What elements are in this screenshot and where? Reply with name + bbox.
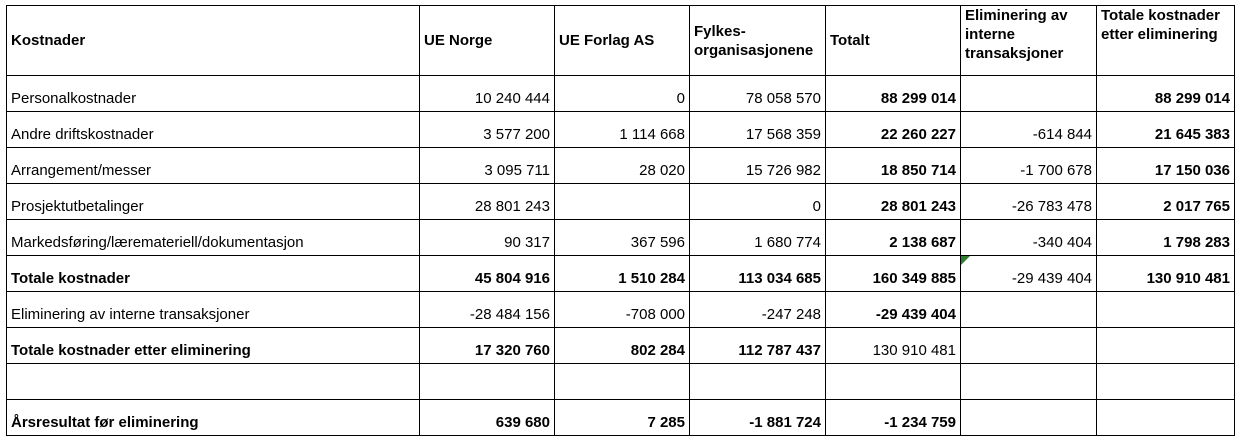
cell-eliminering: -26 783 478	[961, 184, 1097, 220]
cell-total-etter: 17 150 036	[1097, 148, 1235, 184]
cell-fylkes: 1 680 774	[690, 220, 826, 256]
cell-ue-norge	[420, 364, 555, 400]
cell-totalt	[826, 364, 961, 400]
cell-ue-norge: -28 484 156	[420, 292, 555, 328]
cell-ue-forlag: 28 020	[555, 148, 690, 184]
cost-table	[6, 5, 1235, 436]
table-row	[7, 184, 1235, 220]
cell-total-etter: 88 299 014	[1097, 76, 1235, 112]
row-label: Markedsføring/læremateriell/dokumentasjon	[7, 220, 420, 256]
row-label: Eliminering av interne transaksjoner	[7, 292, 420, 328]
cell-totalt: 22 260 227	[826, 112, 961, 148]
cell-fylkes: 78 058 570	[690, 76, 826, 112]
table-row	[7, 112, 1235, 148]
cell-fylkes: 112 787 437	[690, 328, 826, 364]
table-row	[7, 148, 1235, 184]
cell-eliminering	[961, 364, 1097, 400]
cell-ue-forlag	[555, 184, 690, 220]
cell-ue-norge: 90 317	[420, 220, 555, 256]
header-ue-norge: UE Norge	[420, 6, 555, 76]
table-row-result	[7, 400, 1235, 436]
cell-ue-forlag: 802 284	[555, 328, 690, 364]
cell-fylkes: -247 248	[690, 292, 826, 328]
table-row	[7, 76, 1235, 112]
cell-fylkes: -1 881 724	[690, 400, 826, 436]
cell-eliminering	[961, 76, 1097, 112]
row-label: Totale kostnader etter eliminering	[7, 328, 420, 364]
table-row-total	[7, 256, 1235, 292]
row-label: Andre driftskostnader	[7, 112, 420, 148]
cell-totalt: 88 299 014	[826, 76, 961, 112]
cell-total-etter: 21 645 383	[1097, 112, 1235, 148]
cell-ue-norge: 17 320 760	[420, 328, 555, 364]
cell-fylkes: 17 568 359	[690, 112, 826, 148]
cell-ue-forlag: 1 510 284	[555, 256, 690, 292]
cell-ue-norge: 639 680	[420, 400, 555, 436]
header-fylkes: Fylkes-organisasjonene	[690, 6, 826, 76]
cell-ue-norge: 3 577 200	[420, 112, 555, 148]
header-eliminering: Eliminering av interne transaksjoner	[961, 6, 1097, 76]
cell-ue-forlag: -708 000	[555, 292, 690, 328]
header-kostnader: Kostnader	[7, 6, 420, 76]
cell-total-etter	[1097, 364, 1235, 400]
row-label: Arrangement/messer	[7, 148, 420, 184]
cell-total-etter	[1097, 292, 1235, 328]
row-label: Totale kostnader	[7, 256, 420, 292]
table-row-total-after	[7, 328, 1235, 364]
cell-total-etter: 2 017 765	[1097, 184, 1235, 220]
cell-ue-forlag: 367 596	[555, 220, 690, 256]
cell-fylkes: 0	[690, 184, 826, 220]
cell-ue-norge: 3 095 711	[420, 148, 555, 184]
table-row	[7, 292, 1235, 328]
row-label: Årsresultat før eliminering	[7, 400, 420, 436]
table-row	[7, 220, 1235, 256]
row-label: Personalkostnader	[7, 76, 420, 112]
cell-eliminering	[961, 400, 1097, 436]
cell-totalt: 2 138 687	[826, 220, 961, 256]
cell-ue-forlag	[555, 364, 690, 400]
cell-eliminering: -614 844	[961, 112, 1097, 148]
cell-totalt: 130 910 481	[826, 328, 961, 364]
cell-eliminering: -29 439 404	[961, 256, 1097, 292]
table-row-empty	[7, 364, 1235, 400]
header-row	[7, 6, 1235, 76]
cell-totalt: 160 349 885	[826, 256, 961, 292]
cell-ue-norge: 10 240 444	[420, 76, 555, 112]
cell-totalt: -1 234 759	[826, 400, 961, 436]
cell-totalt: 18 850 714	[826, 148, 961, 184]
cell-fylkes: 15 726 982	[690, 148, 826, 184]
header-totalt: Totalt	[826, 6, 961, 76]
cell-ue-forlag: 1 114 668	[555, 112, 690, 148]
cell-eliminering: -340 404	[961, 220, 1097, 256]
cell-fylkes	[690, 364, 826, 400]
cell-fylkes: 113 034 685	[690, 256, 826, 292]
cell-ue-norge: 45 804 916	[420, 256, 555, 292]
cell-eliminering	[961, 328, 1097, 364]
cell-totalt: -29 439 404	[826, 292, 961, 328]
row-label: Prosjektutbetalinger	[7, 184, 420, 220]
cell-ue-forlag: 0	[555, 76, 690, 112]
cell-ue-norge: 28 801 243	[420, 184, 555, 220]
cell-eliminering	[961, 292, 1097, 328]
cell-total-etter: 130 910 481	[1097, 256, 1235, 292]
cell-total-etter: 1 798 283	[1097, 220, 1235, 256]
header-ue-forlag: UE Forlag AS	[555, 6, 690, 76]
cell-eliminering: -1 700 678	[961, 148, 1097, 184]
header-total-etter: Totale kostnader etter eliminering	[1097, 6, 1235, 76]
cell-total-etter	[1097, 328, 1235, 364]
cell-total-etter	[1097, 400, 1235, 436]
cell-totalt: 28 801 243	[826, 184, 961, 220]
cell-ue-forlag: 7 285	[555, 400, 690, 436]
row-label	[7, 364, 420, 400]
